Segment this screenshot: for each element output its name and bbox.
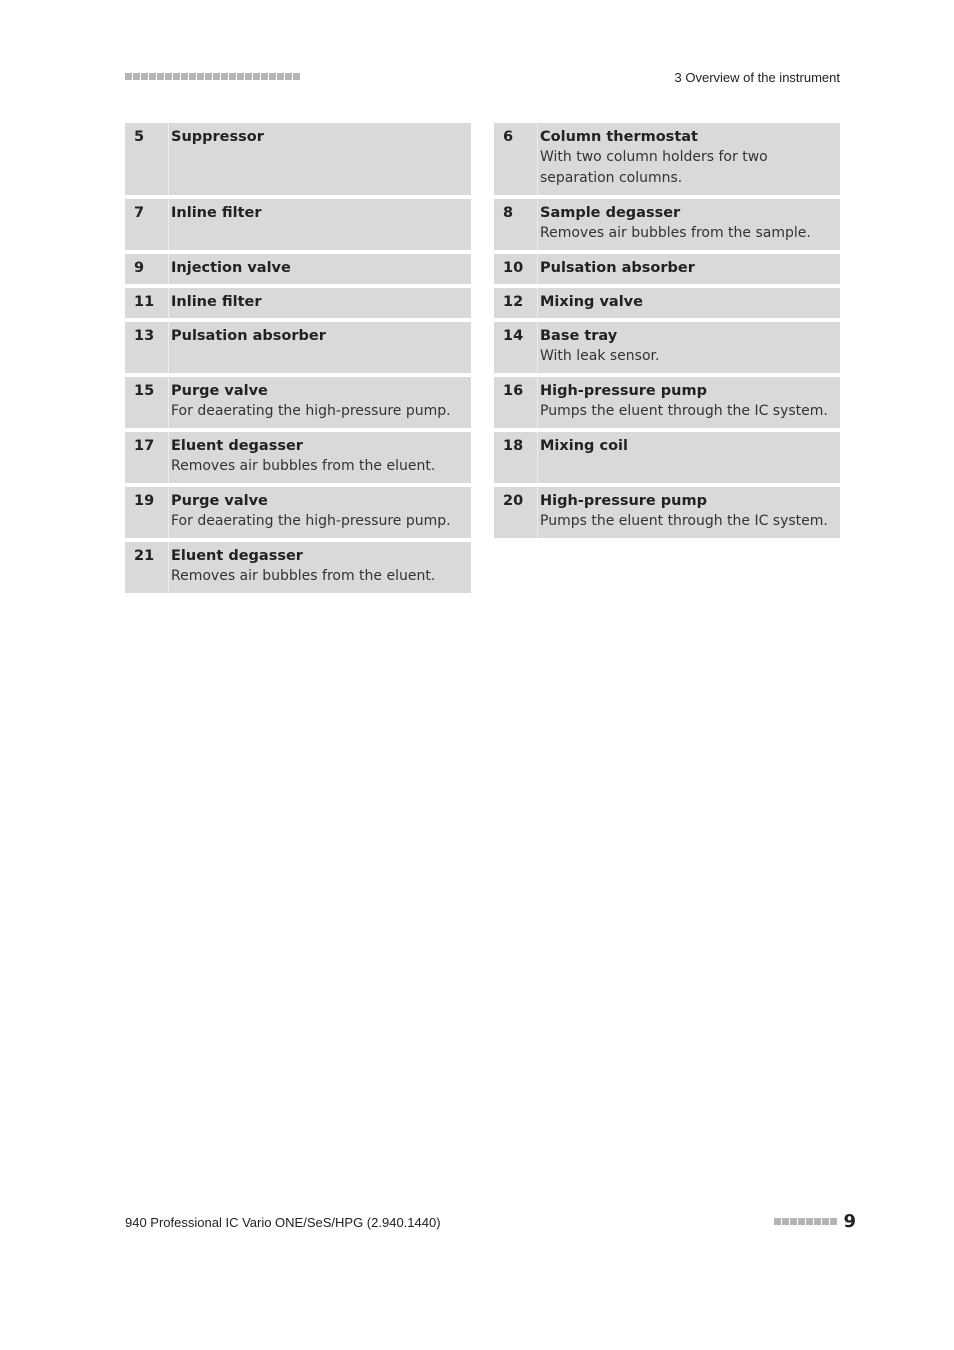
item-number: 16 bbox=[494, 377, 538, 428]
item-number: 6 bbox=[494, 123, 538, 195]
header-decoration bbox=[125, 73, 300, 80]
item-label: Inline filter bbox=[171, 294, 262, 310]
item-label: Purge valve bbox=[171, 383, 268, 399]
item-number: 14 bbox=[494, 322, 538, 373]
item-label: Pulsation absorber bbox=[540, 260, 695, 276]
item-label: Inline filter bbox=[171, 205, 262, 221]
item-description: With leak sensor. bbox=[540, 348, 660, 364]
legend-item bbox=[494, 432, 840, 483]
legend-item bbox=[494, 123, 840, 195]
item-description: Removes air bubbles from the sample. bbox=[540, 225, 811, 241]
footer-decoration bbox=[774, 1218, 837, 1225]
item-label: Eluent degasser bbox=[171, 548, 303, 564]
legend-item bbox=[494, 254, 840, 284]
legend-item bbox=[125, 288, 471, 318]
item-description: For deaerating the high-pressure pump. bbox=[171, 403, 451, 419]
item-description: Removes air bubbles from the eluent. bbox=[171, 568, 436, 584]
item-label: High-pressure pump bbox=[540, 383, 707, 399]
item-label: Purge valve bbox=[171, 493, 268, 509]
item-number: 13 bbox=[125, 322, 169, 373]
legend-item bbox=[125, 487, 471, 538]
item-label: High-pressure pump bbox=[540, 493, 707, 509]
item-label: Mixing coil bbox=[540, 438, 628, 454]
legend-item bbox=[494, 322, 840, 373]
item-number: 11 bbox=[125, 288, 169, 318]
page-footer bbox=[774, 1211, 856, 1232]
item-number: 21 bbox=[125, 542, 169, 593]
item-number: 19 bbox=[125, 487, 169, 538]
item-number: 20 bbox=[494, 487, 538, 538]
legend-item bbox=[125, 254, 471, 284]
legend-item bbox=[494, 288, 840, 318]
item-label: Pulsation absorber bbox=[171, 328, 326, 344]
legend-item bbox=[494, 377, 840, 428]
item-description: Pumps the eluent through the IC system. bbox=[540, 403, 828, 419]
item-number: 7 bbox=[125, 199, 169, 250]
item-description: Removes air bubbles from the eluent. bbox=[171, 458, 436, 474]
item-number: 17 bbox=[125, 432, 169, 483]
item-number: 5 bbox=[125, 123, 169, 195]
legend-item bbox=[494, 199, 840, 250]
page-number: 9 bbox=[843, 1211, 856, 1232]
item-description: For deaerating the high-pressure pump. bbox=[171, 513, 451, 529]
legend-item bbox=[125, 199, 471, 250]
item-label: Injection valve bbox=[171, 260, 291, 276]
item-label: Suppressor bbox=[171, 129, 264, 145]
item-number: 10 bbox=[494, 254, 538, 284]
legend-item bbox=[125, 432, 471, 483]
document-title: 940 Professional IC Vario ONE/SeS/HPG (2.940.1440) bbox=[125, 1215, 441, 1230]
item-number: 12 bbox=[494, 288, 538, 318]
item-number: 15 bbox=[125, 377, 169, 428]
legend-item bbox=[125, 377, 471, 428]
legend-item bbox=[125, 322, 471, 373]
empty-cell bbox=[494, 542, 840, 593]
item-number: 9 bbox=[125, 254, 169, 284]
item-label: Base tray bbox=[540, 328, 618, 344]
legend-item bbox=[125, 542, 471, 593]
item-description: Pumps the eluent through the IC system. bbox=[540, 513, 828, 529]
item-label: Eluent degasser bbox=[171, 438, 303, 454]
item-label: Column thermostat bbox=[540, 129, 698, 145]
item-number: 8 bbox=[494, 199, 538, 250]
chapter-title: 3 Overview of the instrument bbox=[674, 70, 840, 85]
item-label: Mixing valve bbox=[540, 294, 643, 310]
item-description: With two column holders for two separation columns. bbox=[540, 149, 768, 186]
item-number: 18 bbox=[494, 432, 538, 483]
item-label: Sample degasser bbox=[540, 205, 681, 221]
legend-item bbox=[125, 123, 471, 195]
legend-table bbox=[125, 123, 840, 593]
legend-item bbox=[494, 487, 840, 538]
